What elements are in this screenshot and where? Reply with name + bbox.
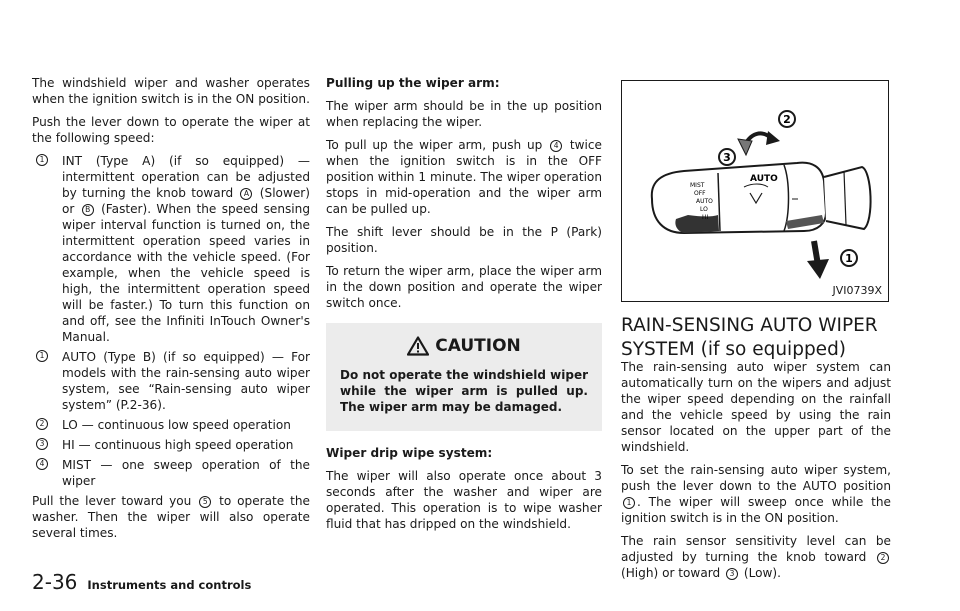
warning-icon xyxy=(407,336,429,356)
subheading-pulling-up: Pulling up the wiper arm: xyxy=(326,76,500,90)
caution-box xyxy=(326,323,602,431)
callout-marker: 4 xyxy=(36,458,48,470)
list-item: 1 AUTO (Type B) (if so equipped) — For models with the rain-sensing auto wiper system, see “Rain-sensing auto wiper system” (P.2-36). xyxy=(32,349,310,413)
paragraph: The rain sensor sensitivity level can be adjusted by turning the knob toward 2 (High) or toward 3 (Low). xyxy=(621,534,891,580)
list-item: 1 INT (Type A) (if so equipped) — intermittent operation can be adjusted by turning the knob toward A (Slower) or B (Faster). When the speed sensing wiper interval function is turned on, the intermittent operation speed varies in accordance with the vehicle speed. (For example, when the vehicle speed is high, the intermittent operation speed will be faster.) To turn this function on and off, see the Infiniti InTouch Owner's Manual. xyxy=(32,153,310,345)
callout-marker: 5 xyxy=(199,496,211,508)
callout-marker: B xyxy=(82,204,94,216)
stalk-label-hi: HI xyxy=(702,214,709,221)
column-3 xyxy=(621,359,891,588)
paragraph: The rain-sensing auto wiper system can automatically turn on the wipers and adjust the wiper speed depending on the rainfall and the vehicle speed by using the rain sensor located on the upper part of the windshield. xyxy=(621,360,891,454)
callout-marker: 1 xyxy=(623,497,635,509)
callout-marker: 2 xyxy=(877,552,889,564)
stalk-label-lo: LO xyxy=(700,206,708,213)
callout-marker: 3 xyxy=(726,568,738,580)
callout-3-label: 3 xyxy=(723,151,731,164)
chapter-label: Instruments and controls xyxy=(87,578,252,592)
caution-header xyxy=(340,335,588,357)
callout-1-label: 1 xyxy=(845,252,853,265)
page-number: 2-36 xyxy=(32,570,78,594)
page-footer xyxy=(32,570,251,594)
paragraph: To return the wiper arm, place the wiper arm in the down position and operate the wiper switch once. xyxy=(326,264,602,310)
washer-paragraph: Pull the lever toward you 5 to operate the washer. Then the wiper will also operate several times. xyxy=(32,494,310,540)
callout-marker: 3 xyxy=(36,438,48,450)
paragraph: The wiper arm should be in the up position when replacing the wiper. xyxy=(326,99,602,129)
paragraph: To set the rain-sensing auto wiper system, push the lever down to the AUTO position 1 . The wiper will sweep once while the ignition switch is in the ON position. xyxy=(621,463,891,525)
paragraph: The wiper will also operate once about 3 seconds after the washer and wiper are operated. This operation is to wipe washer fluid that has dripped on the windshield. xyxy=(326,469,602,531)
paragraph: To pull up the wiper arm, push up 4 twice when the ignition switch is in the OFF position within 1 minute. The wiper operation stops in mid-operation and the wiper arm can be pulled up. xyxy=(326,138,602,216)
list-item: 4 MIST — one sweep operation of the wiper xyxy=(32,457,310,489)
column-1 xyxy=(32,75,310,548)
figure-code: JVI0739X xyxy=(832,284,882,297)
subheading-drip-wipe: Wiper drip wipe system: xyxy=(326,446,493,460)
list-item: 2 LO — continuous low speed operation xyxy=(32,417,310,433)
stalk-label-mist: MIST xyxy=(690,182,705,189)
paragraph: The shift lever should be in the P (Park) position. xyxy=(326,225,602,255)
caution-text: Do not operate the windshield wiper while the wiper arm is pulled up. The wiper arm may be damaged. xyxy=(340,368,588,414)
caution-title: CAUTION xyxy=(435,336,521,356)
stalk-label-auto-large: AUTO xyxy=(750,174,778,184)
section-title: RAIN-SENSING AUTO WIPER SYSTEM (if so equipped) xyxy=(621,315,878,360)
column-2 xyxy=(326,75,602,539)
callout-marker: A xyxy=(240,188,252,200)
list-item: 3 HI — continuous high speed operation xyxy=(32,437,310,453)
stalk-label-auto: AUTO xyxy=(696,198,713,205)
speed-intro-paragraph: Push the lever down to operate the wiper at the following speed: xyxy=(32,115,310,145)
callout-marker: 2 xyxy=(36,418,48,430)
callout-marker: 1 xyxy=(36,154,48,166)
stalk-label-off: OFF xyxy=(694,190,706,197)
wiper-lever-illustration xyxy=(621,80,889,302)
intro-paragraph: The windshield wiper and washer operates when the ignition switch is in the ON position. xyxy=(32,76,310,106)
wiper-stalk-drawing xyxy=(622,81,888,301)
callout-marker: 4 xyxy=(550,140,562,152)
callout-marker: 1 xyxy=(36,350,48,362)
callout-2-label: 2 xyxy=(783,113,791,126)
